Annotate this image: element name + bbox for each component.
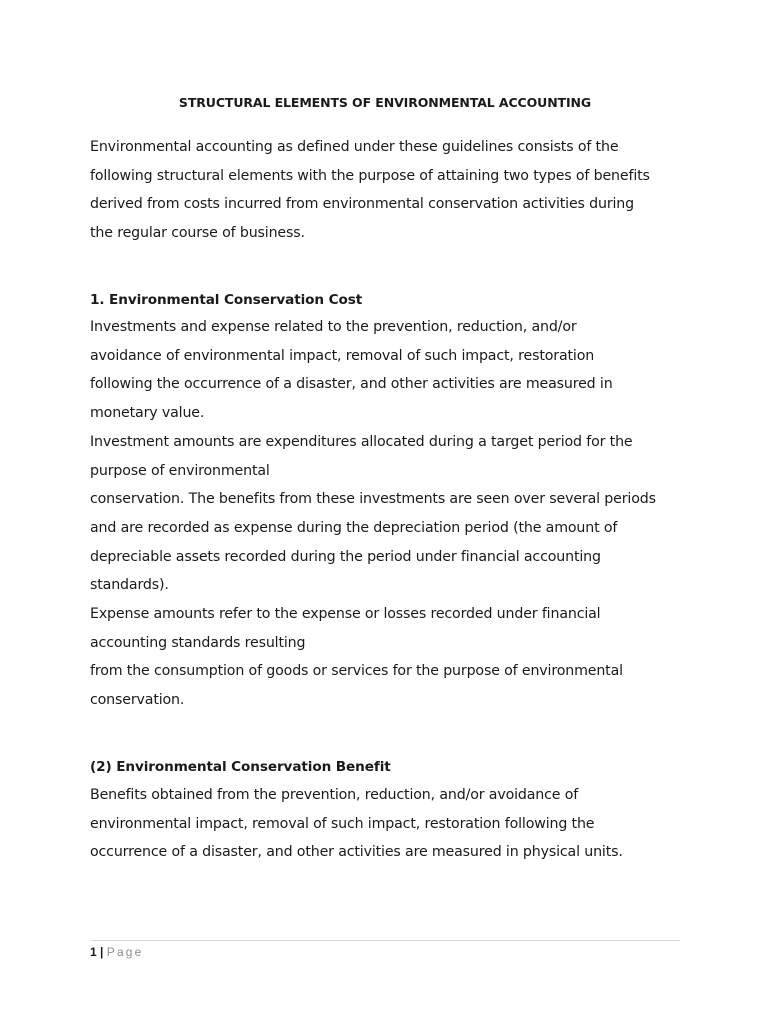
page-footer [90, 944, 144, 960]
section-1-line: Investments and expense related to the prevention, reduction, and/or [90, 319, 577, 335]
section-2-line: occurrence of a disaster, and other activities are measured in physical units. [90, 844, 623, 861]
intro-line: following structural elements with the purpose of attaining two types of benefits [90, 167, 650, 184]
intro-line: the regular course of business. [90, 225, 305, 242]
section-2-heading: (2) Environmental Conservation Benefit [90, 759, 391, 775]
page-number: 1 [90, 945, 97, 959]
section-2-line: Benefits obtained from the prevention, reduction, and/or avoidance of [90, 787, 579, 803]
section-1-line: avoidance of environmental impact, removal of such impact, restoration [90, 347, 595, 364]
section-1-line: conservation. [90, 692, 185, 709]
page-label: Page [106, 945, 144, 959]
document-title: STRUCTURAL ELEMENTS OF ENVIRONMENTAL ACCOUNTING [178, 95, 592, 110]
section-2-body [90, 781, 690, 867]
footer-divider [90, 940, 680, 941]
page-separator: | [100, 945, 104, 959]
section-1-line: and are recorded as expense during the depreciation period (the amount of [90, 519, 618, 536]
intro-paragraph [90, 133, 690, 248]
section-1-line: depreciable assets recorded during the period under financial accounting [90, 548, 601, 565]
intro-line: Environmental accounting as defined under these guidelines consists of the [90, 139, 619, 155]
section-1-line: from the consumption of goods or services for the purpose of environmental [90, 663, 623, 680]
intro-line: derived from costs incurred from environmental conservation activities during [90, 196, 635, 213]
section-1-line: accounting standards resulting [90, 634, 306, 651]
section-1-heading: 1. Environmental Conservation Cost [90, 292, 363, 308]
section-1-body [90, 313, 690, 715]
section-1-line: monetary value. [90, 405, 205, 422]
section-1-line: purpose of environmental [90, 462, 270, 479]
section-1-line: Investment amounts are expenditures allocated during a target period for the [90, 433, 633, 450]
section-1-line: standards). [90, 577, 169, 594]
section-2-line: environmental impact, removal of such impact, restoration following the [90, 815, 595, 832]
section-1-line: following the occurrence of a disaster, and other activities are measured in [90, 376, 613, 393]
section-1-line: conservation. The benefits from these investments are seen over several periods [90, 491, 656, 508]
section-1-line: Expense amounts refer to the expense or losses recorded under financial [90, 606, 601, 623]
